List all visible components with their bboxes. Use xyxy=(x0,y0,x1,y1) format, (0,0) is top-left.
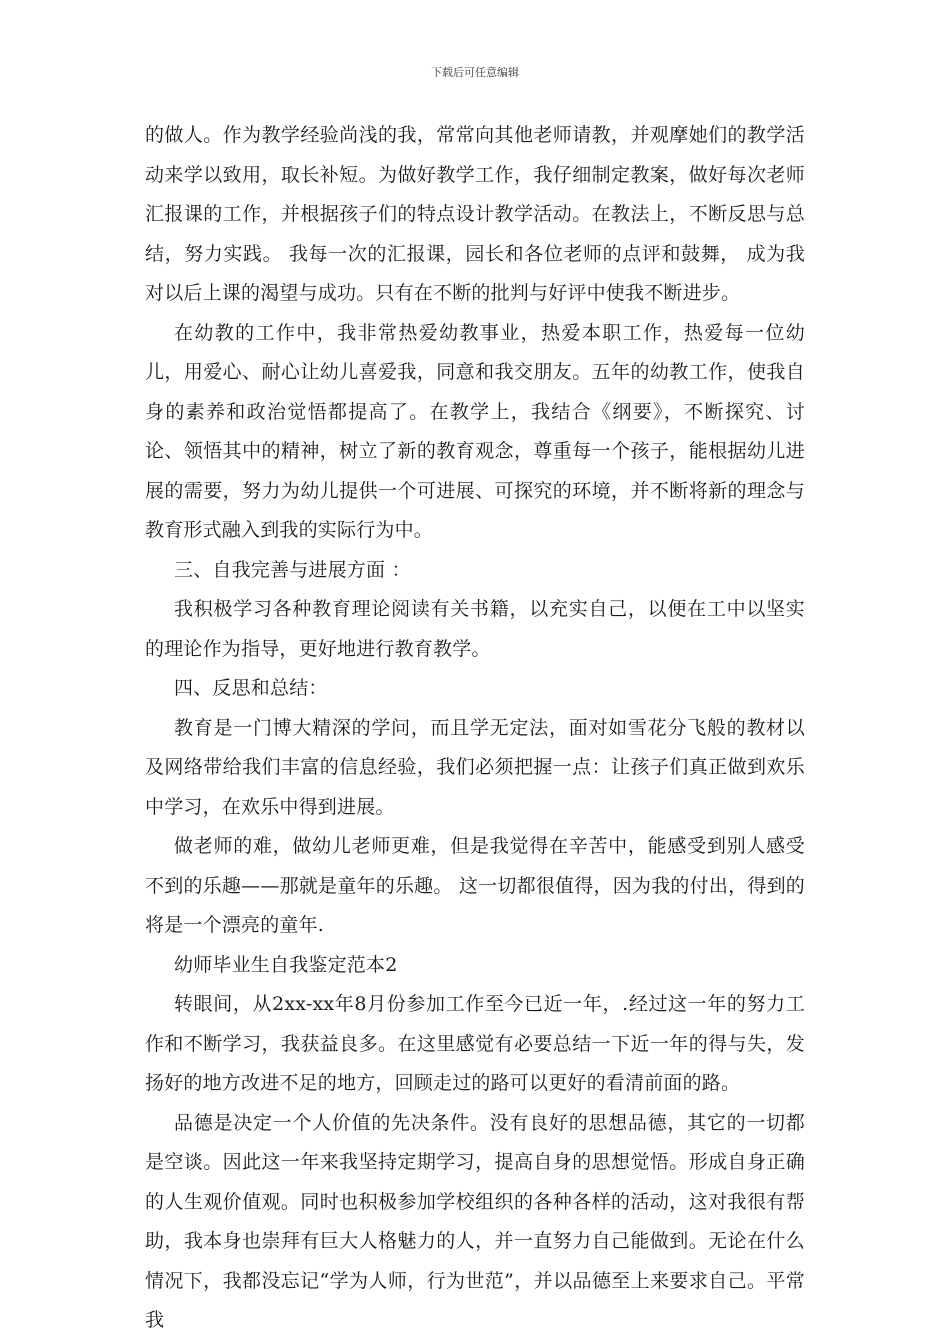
paragraph-education: 教育是一门博大精深的学问，而且学无定法，面对如雪花分飞般的教材以及网络带给我们丰富的信息经验，我们必须把握一点：让孩子们真正做到欢乐中学习，在欢乐中得到进展。 xyxy=(145,716,805,818)
paragraph-study: 我积极学习各种教育理论阅读有关书籍，以充实自己，以便在工中以坚实的理论作为指导，更好地进行教育教学。 xyxy=(145,598,805,660)
section-heading-reflection: 四、反思和总结： xyxy=(174,677,328,699)
section-heading-self-improvement: 三、自我完善与进展方面 ： xyxy=(174,558,411,581)
paragraph-continuation: 的做人。作为教学经验尚浅的我，常常向其他老师请教，并观摩她们的教学活动来学以致用，取长补短。为做好教学工作，我仔细制定教案，做好每次老师汇报课的工作，并根据孩子们的特点设计教学活动。在教法上，不断反思与总结，努力实践。 我每一次的汇报课，园长和各位老师的点评和鼓舞， 成为我对以后上课的渴望与成功。只有在不断的批判与好评中使我不断进步。 xyxy=(145,124,805,304)
paragraph-one-year: 转眼间，从2xx-xx年8月份参加工作至今已近一年，.经过这一年的努力工作和不断学习，我获益良多。在这里感觉有必要总结一下近一年的得与失，发扬好的地方改进不足的地方，回顾走过的路可以更好的看清前面的路。 xyxy=(145,993,805,1094)
header-note: 下载后可任意编辑 xyxy=(431,66,519,79)
section-title-sample-2: 幼师毕业生自我鉴定范本2 xyxy=(174,953,398,976)
document-body xyxy=(145,116,805,1341)
paragraph-teacher-joy: 做老师的难，做幼儿老师更难，但是我觉得在辛苦中，能感受到别人感受不到的乐趣——那就是童年的乐趣。 这一切都很值得，因为我的付出，得到的将是一个漂亮的童年. xyxy=(145,835,805,936)
paragraph-morality: 品德是决定一个人价值的先决条件。没有良好的思想品德，其它的一切都是空谈。因此这一年来我坚持定期学习，提高自身的思想觉悟。形成自身正确的人生观价值观。同时也积极参加学校组织的各种各样的活动，这对我很有帮助，我本身也崇拜有巨大人格魅力的人，并一直努力自己能做到。无论在什么情况下，我都没忘记“学为人师，行为世范”，并以品德至上来要求自己。平常我 xyxy=(145,1111,805,1331)
paragraph-work-love: 在幼教的工作中，我非常热爱幼教事业，热爱本职工作，热爱每一位幼儿，用爱心、耐心让幼儿喜爱我，同意和我交朋友。五年的幼教工作，使我自身的素养和政治觉悟都提高了。在教学上，我结合《纲要》，不断探究、讨论、领悟其中的精神，树立了新的教育观念，尊重每一个孩子，能根据幼儿进展的需要，努力为幼儿提供一个可进展、可探究的环境，并不断将新的理念与教育形式融入到我的实际行为中。 xyxy=(145,321,805,541)
